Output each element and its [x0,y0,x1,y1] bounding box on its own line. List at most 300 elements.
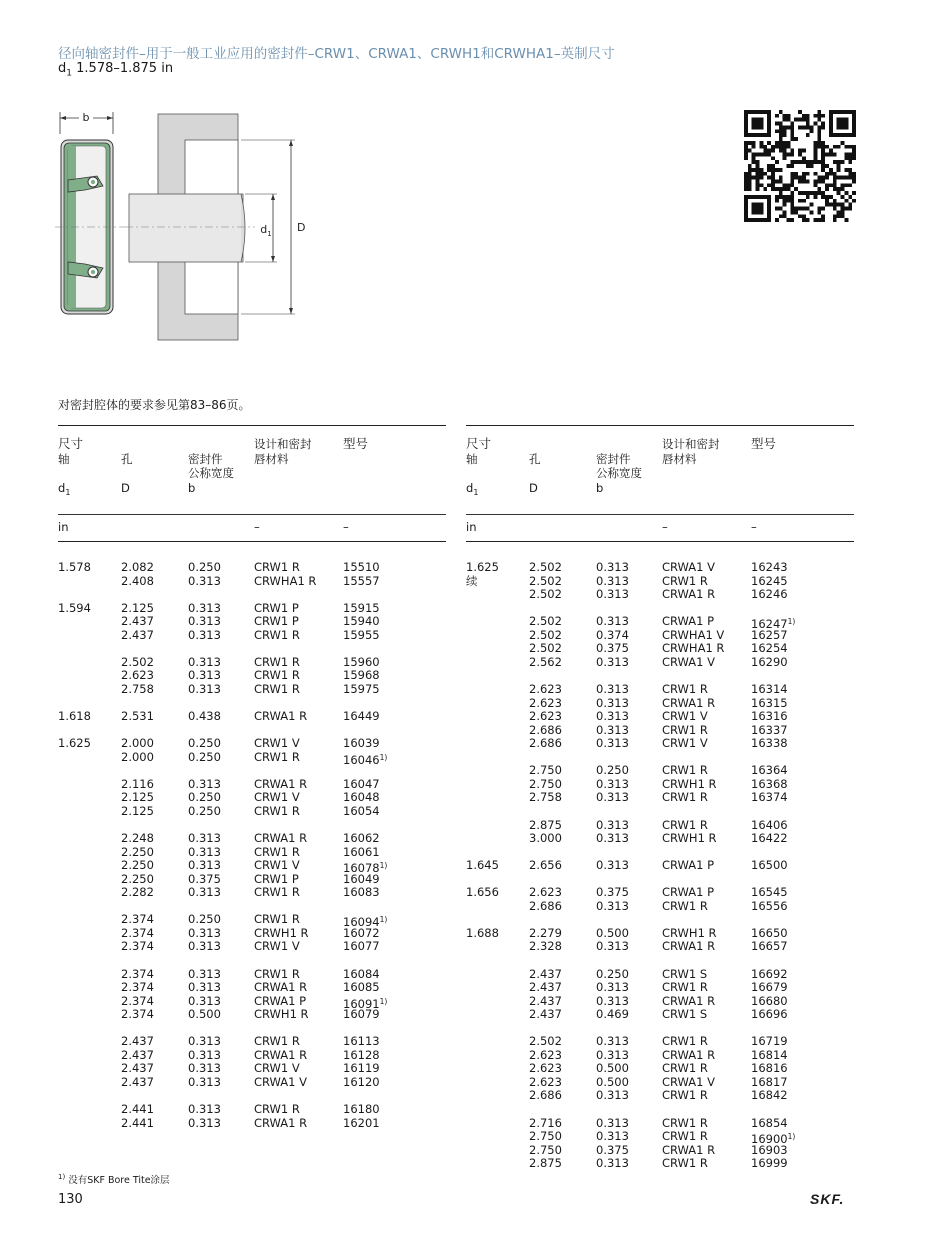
unit-in: in [58,520,69,534]
cell-design: CRWA1 R [662,695,716,710]
cell-design: CRWA1 P [662,614,715,629]
cell-b: 0.313 [596,790,629,805]
cell-des: 16201 [343,1115,380,1130]
cell-b: 0.375 [596,641,629,656]
table-top-rule [58,425,446,426]
cell-des: 16046$^{1)}$ [343,752,388,767]
cell-design: CRWA1 V [254,1074,308,1089]
cell-D: 2.562 [529,654,562,669]
cell-D: 2.282 [121,885,154,900]
cell-b: 0.313 [188,925,221,940]
cell-design: CRW1 P [254,600,299,615]
cell-D: 2.623 [529,1047,562,1062]
cell-design: CRW1 R [662,722,708,737]
cell-b: 0.313 [596,573,629,588]
cell-design: CRW1 R [662,1088,708,1103]
cell-D: 2.082 [121,560,154,574]
cell-d1: 1.688 [466,925,499,940]
cell-b: 0.313 [596,993,629,1008]
cell-des: 16049 [343,871,380,886]
cell-design: CRW1 V [254,736,300,751]
cell-des: 16083 [343,885,380,900]
cell-des: 16315 [751,695,788,710]
col-header-design-2: 唇材料 [662,452,697,466]
cell-b: 0.313 [596,614,629,629]
cell-D: 2.623 [529,709,562,724]
cell-b: 0.313 [596,1115,629,1130]
cell-design: CRW1 R [662,1156,708,1171]
col-header-bore: 孔 [121,452,133,466]
cell-design: CRW1 P [254,614,299,629]
cell-D: 2.437 [121,627,154,642]
col-symbol-b: b [596,481,604,495]
cell-D: 2.502 [529,560,562,574]
cell-D: 2.623 [529,1074,562,1089]
cell-design: CRW1 R [662,980,708,995]
cell-b: 0.313 [188,1115,221,1130]
cell-D: 2.686 [529,736,562,751]
cell-design: CRWA1 V [662,654,716,669]
col-header-size: 尺寸 [58,436,84,451]
cell-b: 0.313 [188,844,221,859]
cell-D: 2.502 [529,627,562,642]
cell-b: 0.313 [596,776,629,791]
cell-D: 2.623 [529,695,562,710]
cell-des: 16719 [751,1034,788,1049]
cell-des: 16245 [751,573,788,588]
cell-b: 0.313 [188,654,221,669]
cell-design: CRW1 R [254,844,300,859]
cell-D: 2.125 [121,600,154,615]
cell-b: 0.313 [596,858,629,873]
footnote-ref: 1) [379,915,388,925]
cell-des: 16854 [751,1115,788,1130]
cell-d1: 1.618 [58,709,91,724]
cell-D: 2.248 [121,831,154,845]
col-symbol-D: D [529,481,538,495]
cell-des: 16246 [751,587,788,602]
cell-d1: 1.625 [466,560,499,574]
cell-design: CRWA1 R [662,939,716,954]
cell-design: CRW1 R [662,1115,708,1130]
cell-D: 2.502 [529,587,562,602]
cell-design: CRW1 R [662,1061,708,1076]
footnote-text: 没有SKF Bore Tite涂层 [65,1175,170,1186]
cell-b: 0.313 [596,654,629,669]
cell-b: 0.250 [188,790,221,805]
cell-design: CRW1 R [254,560,300,574]
cell-des: 16449 [343,709,380,724]
cell-des: 16039 [343,736,380,751]
cell-D: 2.750 [529,776,562,791]
cell-b: 0.313 [188,600,221,615]
cell-design: CRWA1 R [254,709,308,724]
cell-D: 2.437 [529,1007,562,1022]
cell-D: 2.374 [121,925,154,940]
cell-d1: 1.578 [58,560,91,574]
cell-des: 16180 [343,1102,380,1116]
footnote [58,1172,170,1186]
cell-design: CRWHA1 R [254,573,317,588]
cell-design: CRW1 R [662,1034,708,1049]
cell-design: CRWA1 R [254,776,308,791]
cell-design: CRWA1 R [254,1115,308,1130]
cell-D: 2.686 [529,722,562,737]
cell-des: 16257 [751,627,788,642]
footnote-ref: 1) [787,617,796,627]
unit-dash-design: – [662,520,668,534]
label-b: b [82,111,90,124]
cell-d1: 1.594 [58,600,91,615]
cell-b: 0.500 [596,1061,629,1076]
cell-D: 2.502 [121,654,154,669]
cell-des: 16556 [751,898,788,913]
cell-D: 2.374 [121,993,154,1008]
cell-D: 2.408 [121,573,154,588]
subtitle-unit: in [161,61,174,76]
cell-D: 2.250 [121,858,154,873]
cell-des: 16079 [343,1007,380,1022]
cell-D: 2.437 [121,1061,154,1076]
header-rule [466,514,854,515]
cell-b: 0.313 [596,1156,629,1171]
cell-design: CRWA1 V [662,1074,716,1089]
cell-des: 16500 [751,858,788,873]
cell-design: CRW1 R [662,682,708,696]
cell-D: 2.250 [121,871,154,886]
col-header-size: 尺寸 [466,436,492,451]
cell-b: 0.500 [188,1007,221,1022]
cell-design: CRW1 V [254,858,300,873]
cell-des: 16816 [751,1061,788,1076]
cell-b: 0.250 [188,560,221,574]
cell-b: 0.313 [596,587,629,602]
cell-D: 2.000 [121,736,154,751]
footnote-mark: 1) [58,1172,66,1181]
cell-des: 15960 [343,654,380,669]
cell-b: 0.500 [596,1074,629,1089]
cell-D: 2.441 [121,1115,154,1130]
cell-des: 16120 [343,1074,380,1089]
cell-design: CRWA1 R [662,587,716,602]
label-D: D [297,221,306,234]
skf-logo: SKF. [810,1191,845,1207]
cell-b: 0.313 [188,1061,221,1076]
cell-des: 16337 [751,722,788,737]
cell-des: 16078$^{1)}$ [343,861,388,876]
cell-des: 16094$^{1)}$ [343,915,388,930]
cell-des: 16657 [751,939,788,954]
cell-D: 2.279 [529,925,562,940]
cell-D: 2.374 [121,939,154,954]
cell-b: 0.375 [188,871,221,886]
cell-D: 2.758 [529,790,562,805]
cell-des: 16314 [751,682,788,696]
footnote-ref: 1) [379,996,388,1006]
cell-des: 16692 [751,966,788,981]
cell-d1: 1.645 [466,858,499,873]
cell-design: CRWH1 R [254,1007,309,1022]
cell-b: 0.250 [188,736,221,751]
cell-design: CRW1 R [662,1129,708,1144]
cell-b: 0.250 [188,749,221,764]
cell-design: CRW1 R [662,898,708,913]
cell-D: 2.875 [529,1156,562,1171]
cell-design: CRW1 R [254,627,300,642]
cell-D: 2.437 [529,980,562,995]
cell-des: 15557 [343,573,380,588]
cell-des: 16077 [343,939,380,954]
cell-des: 16054 [343,803,380,818]
cell-D: 2.502 [529,614,562,629]
cell-design: CRW1 V [254,1061,300,1076]
cell-D: 3.000 [529,831,562,845]
cell-d1: 1.625 [58,736,91,751]
cell-D: 2.531 [121,709,154,724]
cell-D: 2.623 [529,682,562,696]
cell-des: 16364 [751,763,788,778]
cell-D: 2.623 [529,1061,562,1076]
cell-b: 0.313 [596,1047,629,1062]
cell-design: CRW1 R [662,817,708,832]
cell-b: 0.313 [188,1034,221,1049]
cell-design: CRWA1 R [662,1142,716,1157]
cell-b: 0.375 [596,1142,629,1157]
cell-D: 2.758 [121,682,154,696]
cell-b: 0.313 [596,560,629,574]
footnote-ref: 1) [379,861,388,871]
cell-design: CRWA1 P [254,993,307,1008]
cell-design: CRW1 S [662,1007,708,1022]
unit-rule [58,541,446,542]
cell-b: 0.438 [188,709,221,724]
cell-b: 0.313 [596,980,629,995]
cell-des: 16374 [751,790,788,805]
cell-des: 16119 [343,1061,380,1076]
cell-D: 2.125 [121,790,154,805]
header-rule [58,514,446,515]
cell-design: CRWHA1 V [662,627,725,642]
cell-design: CRWA1 R [254,831,308,845]
cell-des: 16900$^{1)}$ [751,1132,796,1147]
cell-D: 2.502 [529,573,562,588]
subtitle-symbol: d [58,61,67,76]
cell-design: CRW1 R [254,682,300,696]
cell-design: CRWA1 R [254,980,308,995]
cell-D: 2.437 [529,993,562,1008]
cell-D: 2.437 [121,614,154,629]
cell-b: 0.313 [188,966,221,981]
cell-design: CRWHA1 R [662,641,725,656]
table-top-rule [466,425,854,426]
unit-dash-designation: – [751,520,757,534]
col-header-design-1: 设计和密封 [662,437,720,451]
cell-D: 2.441 [121,1102,154,1116]
cell-des: 16406 [751,817,788,832]
cell-des: 16422 [751,831,788,845]
cell-D: 2.686 [529,898,562,913]
cell-design: CRW1 S [662,966,708,981]
cell-des: 16817 [751,1074,788,1089]
cell-b: 0.313 [188,885,221,900]
col-header-seal-width-2: 公称宽度 [188,466,234,480]
cell-D: 2.437 [121,1047,154,1062]
cell-des: 16679 [751,980,788,995]
cell-des: 15940 [343,614,380,629]
cell-b: 0.313 [188,627,221,642]
cell-D: 2.875 [529,817,562,832]
page-number: 130 [58,1192,83,1207]
cell-b: 0.313 [188,573,221,588]
cell-des: 16072 [343,925,380,940]
cell-D: 2.750 [529,1129,562,1144]
cell-design: CRW1 R [662,763,708,778]
cell-des: 16243 [751,560,788,574]
cell-b: 0.313 [596,709,629,724]
cell-design: CRWA1 R [662,993,716,1008]
col-symbol-b: b [188,481,196,495]
cell-D: 2.750 [529,763,562,778]
cell-D: 2.374 [121,966,154,981]
cell-des: 15915 [343,600,380,615]
cell-D: 2.437 [121,1074,154,1089]
cell-des: 16903 [751,1142,788,1157]
cell-design: CRW1 R [662,573,708,588]
cell-design: CRW1 R [254,749,300,764]
cell-design: CRWA1 R [254,1047,308,1062]
cell-des: 16696 [751,1007,788,1022]
cell-D: 2.502 [529,641,562,656]
cell-b: 0.313 [188,682,221,696]
cell-d1: 1.656 [466,885,499,900]
cell-des: 15510 [343,560,380,574]
cell-b: 0.313 [596,817,629,832]
col-header-shaft: 轴 [466,452,478,466]
cell-D: 2.374 [121,1007,154,1022]
cell-b: 0.313 [188,1102,221,1116]
col-header-seal-width-2: 公称宽度 [596,466,642,480]
size-range-subtitle [58,61,173,79]
col-symbol-d1: $d_1$ [466,481,479,497]
cell-des: 15968 [343,668,380,683]
cell-des: 16085 [343,980,380,995]
cell-des: 16545 [751,885,788,900]
cell-design: CRWH1 R [662,925,717,940]
col-header-designation: 型号 [343,436,369,451]
cell-design: CRW1 R [254,1102,300,1116]
cell-b: 0.313 [596,736,629,751]
cell-des: 16113 [343,1034,380,1049]
cell-des: 16290 [751,654,788,669]
cell-d1: 续 [466,573,478,588]
col-header-bore: 孔 [529,452,541,466]
cell-b: 0.250 [188,803,221,818]
cell-des: 16084 [343,966,380,981]
col-header-seal-width-1: 密封件 [596,452,631,466]
housing-requirements-note: 对密封腔体的要求参见第83–86页。 [58,398,251,412]
cell-b: 0.313 [596,831,629,845]
cell-des: 16254 [751,641,788,656]
cell-D: 2.000 [121,749,154,764]
cell-des: 16061 [343,844,380,859]
cell-D: 2.437 [121,1034,154,1049]
cell-design: CRWH1 R [254,925,309,940]
cell-b: 0.313 [188,668,221,683]
cell-design: CRW1 R [662,790,708,805]
col-header-designation: 型号 [751,436,777,451]
cell-des: 16062 [343,831,380,845]
cell-D: 2.116 [121,776,154,791]
cell-b: 0.313 [596,722,629,737]
cell-design: CRW1 R [254,1034,300,1049]
cell-des: 15975 [343,682,380,696]
cell-des: 16247$^{1)}$ [751,617,796,632]
cell-b: 0.374 [596,627,629,642]
cell-D: 2.623 [121,668,154,683]
col-header-seal-width-1: 密封件 [188,452,223,466]
cell-design: CRWA1 R [662,1047,716,1062]
cell-b: 0.313 [596,1129,629,1144]
cell-design: CRW1 R [254,885,300,900]
cell-D: 2.623 [529,885,562,900]
cell-design: CRW1 V [662,709,708,724]
cell-design: CRW1 P [254,871,299,886]
cell-b: 0.313 [188,858,221,873]
cell-des: 16368 [751,776,788,791]
cell-b: 0.313 [188,614,221,629]
cell-design: CRW1 V [254,790,300,805]
cell-des: 16091$^{1)}$ [343,996,388,1011]
cell-des: 16128 [343,1047,380,1062]
cell-design: CRWH1 R [662,831,717,845]
cell-b: 0.313 [596,1034,629,1049]
cell-des: 16316 [751,709,788,724]
col-symbol-D: D [121,481,130,495]
cell-des: 16814 [751,1047,788,1062]
cell-D: 2.437 [529,966,562,981]
cell-design: CRW1 R [254,803,300,818]
cell-b: 0.313 [188,776,221,791]
unit-dash-designation: – [343,520,349,534]
unit-in: in [466,520,477,534]
cell-b: 0.250 [188,912,221,927]
cell-D: 2.502 [529,1034,562,1049]
cell-design: CRW1 V [254,939,300,954]
cell-des: 16047 [343,776,380,791]
cell-des: 16048 [343,790,380,805]
cell-design: CRW1 R [254,966,300,981]
col-header-shaft: 轴 [58,452,70,466]
cell-design: CRW1 R [254,668,300,683]
cell-b: 0.250 [596,966,629,981]
cell-b: 0.313 [188,939,221,954]
cell-D: 2.374 [121,912,154,927]
cell-design: CRW1 R [254,912,300,927]
cell-b: 0.469 [596,1007,629,1022]
qr-code[interactable] [744,110,856,222]
unit-dash-design: – [254,520,260,534]
cell-D: 2.686 [529,1088,562,1103]
subtitle-symbol-sub: 1 [66,68,72,79]
footnote-ref: 1) [787,1132,796,1142]
cell-des: 16338 [751,736,788,751]
cell-design: CRW1 V [662,736,708,751]
seal-cross-section-drawing [55,108,315,348]
cell-design: CRWA1 V [662,560,716,574]
label-d1: $d_1$ [260,223,272,238]
cell-des: 16680 [751,993,788,1008]
cell-b: 0.313 [188,1047,221,1062]
